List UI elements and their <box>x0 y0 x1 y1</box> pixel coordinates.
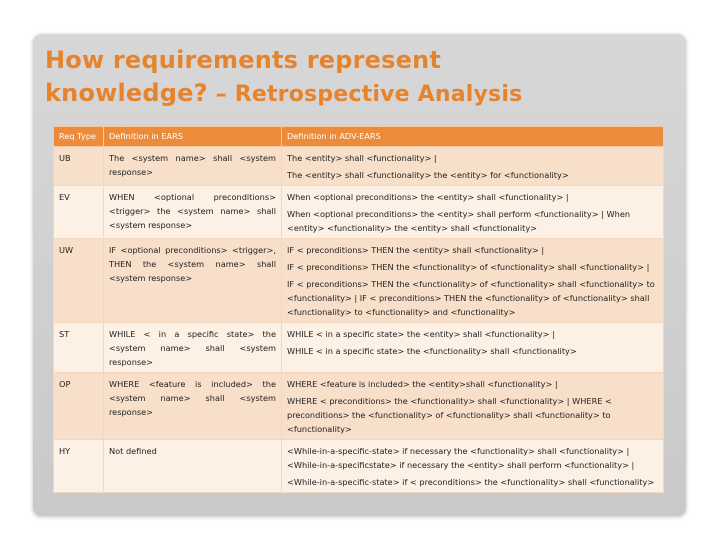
title-line-1: How requirements represent <box>45 46 442 74</box>
header-req-type: Req Type <box>54 127 104 147</box>
row-type: EV <box>54 186 104 239</box>
title-line-2-main: knowledge? <box>45 79 208 107</box>
row-adv-ears-definition <box>282 147 664 186</box>
row-type: UB <box>54 147 104 186</box>
row-ears-definition: WHEN <optional preconditions> <trigger> the <system name> shall <system response> <box>104 186 282 239</box>
table-header-row <box>54 127 664 147</box>
adv-ears-clause: IF < preconditions> THEN the <entity> shall <functionality> | <box>287 245 545 255</box>
adv-ears-clause: The <entity> shall <functionality> the <entity> for <functionality> <box>287 170 569 180</box>
adv-ears-clause: WHERE < preconditions> the <functionality> shall <functionality> | WHERE < preconditions> the <functionality> of <functionality> shall <functionality> to <functionality> <box>287 396 612 434</box>
adv-ears-clause: When <optional preconditions> the <entity> shall <functionality> | <box>287 192 569 202</box>
requirements-table <box>53 126 664 493</box>
header-definition-ears: Definition in EARS <box>104 127 282 147</box>
row-ears-definition: IF <optional preconditions> <trigger>, THEN the <system name> shall <system response> <box>104 239 282 323</box>
row-ears-definition: Not defined <box>104 440 282 493</box>
adv-ears-clause: <While-in-a-specific-state> if necessary the <functionality> shall <functionality> | <While-in-a-specificstate> if necessary the <entity> shall perform <functionality> | <box>287 446 635 470</box>
row-type: UW <box>54 239 104 323</box>
row-ears-definition: The <system name> shall <system response> <box>104 147 282 186</box>
row-adv-ears-definition <box>282 373 664 440</box>
adv-ears-clause: IF < preconditions> THEN the <functionality> of <functionality> shall <functionality> | <box>287 262 650 272</box>
row-type: ST <box>54 323 104 373</box>
adv-ears-clause: The <entity> shall <functionality> | <box>287 153 437 163</box>
row-ears-definition: WHILE < in a specific state> the <system name> shall <system response> <box>104 323 282 373</box>
row-type: OP <box>54 373 104 440</box>
table-row <box>54 373 664 440</box>
slide-title <box>45 44 685 111</box>
table-row <box>54 186 664 239</box>
table-row <box>54 440 664 493</box>
row-adv-ears-definition <box>282 440 664 493</box>
adv-ears-clause: WHILE < in a specific state> the <entity> shall <functionality> | <box>287 329 555 339</box>
adv-ears-clause: <While-in-a-specific-state> if < preconditions> the <functionality> shall <functionality> <box>287 477 655 487</box>
title-line-2-subtitle: – Retrospective Analysis <box>207 82 523 107</box>
adv-ears-clause: When <optional preconditions> the <entity> shall perform <functionality> | When <entity> <functionality> the <entity> shall <functionality> <box>287 209 631 233</box>
row-ears-definition: WHERE <feature is included> the <system name> shall <system response> <box>104 373 282 440</box>
header-definition-adv-ears: Definition in ADV-EARS <box>282 127 664 147</box>
adv-ears-clause: IF < preconditions> THEN the <functionality> of <functionality> shall <functionality> to <functionality> | IF < preconditions> THEN the <functionality> of <functionality> shall <functionality> to <functionality> and <functionality> <box>287 279 655 317</box>
row-type: HY <box>54 440 104 493</box>
adv-ears-clause: WHILE < in a specific state> the <functionality> shall <functionality> <box>287 346 577 356</box>
row-adv-ears-definition <box>282 323 664 373</box>
title-line-2 <box>45 77 685 111</box>
row-adv-ears-definition <box>282 186 664 239</box>
table-row <box>54 323 664 373</box>
adv-ears-clause: WHERE <feature is included> the <entity>shall <functionality> | <box>287 379 558 389</box>
table-row <box>54 239 664 323</box>
table-row <box>54 147 664 186</box>
row-adv-ears-definition <box>282 239 664 323</box>
